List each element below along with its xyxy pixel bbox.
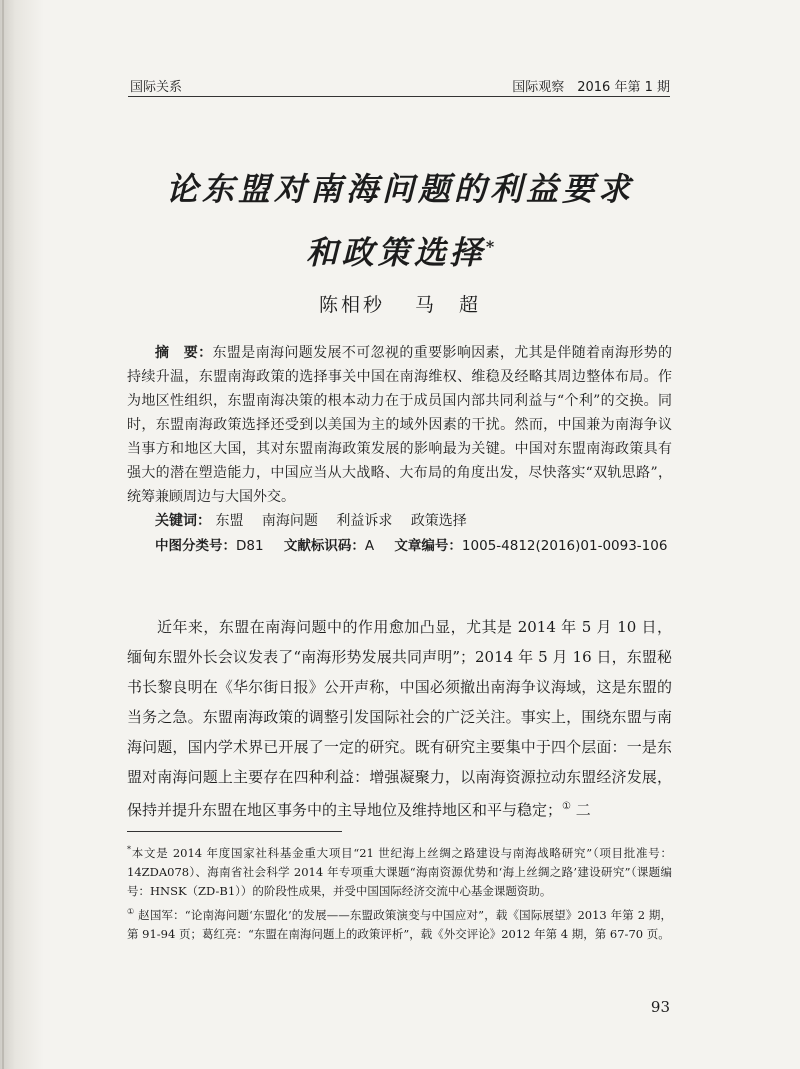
header-section: 国际关系: [130, 80, 183, 95]
body-paragraph: [127, 612, 672, 825]
funding-footnote: [127, 840, 672, 901]
keywords-line: [155, 511, 675, 531]
title-line-1: 论东盟对南海问题的利益要求: [165, 170, 634, 208]
author-1: 陈相秒: [318, 294, 385, 316]
article-title: [130, 160, 670, 282]
footnote-ref: ①: [562, 801, 571, 812]
author-line: [130, 290, 670, 317]
header-rule: [128, 96, 670, 97]
doc-code-value: A: [364, 538, 375, 554]
footnote-1-mark: ①: [127, 906, 135, 916]
article-number-label: 文章编号：: [394, 538, 462, 554]
classification-line: [155, 536, 675, 556]
abstract: [127, 341, 672, 509]
footnote-1-text: 赵国军：“论南海问题‘东盟化’的发展——东盟政策演变与中国应对”，载《国际展望》2013 年第 2 期，第 91-94 页；葛红亮：“东盟在南海问题上的政策评析”，载《外交评论》2012 年第 4 期，第 67-70 页。: [127, 907, 673, 941]
body-paragraph-text: 近年来，东盟在南海问题中的作用愈加凸显，尤其是 2014 年 5 月 10 日，缅甸东盟外长会议发表了“南海形势发展共同声明”；2014 年 5 月 16 日，东盟秘书长黎良明在《华尔街日报》公开声称，中国必须撤出南海争议海域，这是东盟的当务之急。东盟南海政策的调整引发国际社会的广泛关注。事实上，围绕东盟与南海问题，国内学术界已开展了一定的研究。既有研究主要集中于四个层面：一是东盟对南海问题上主要存在四种利益：增强凝聚力，以南海资源拉动东盟经济发展，保持并提升东盟在地区事务中的主导地位及维持地区和平与稳定；: [127, 618, 672, 819]
running-header: [130, 76, 670, 96]
footnote-1: [127, 902, 672, 944]
abstract-text: 东盟是南海问题发展不可忽视的重要影响因素，尤其是伴随着南海形势的持续升温，东盟南海政策的选择事关中国在南海维权、维稳及经略其周边整体布局。作为地区性组织，东盟南海决策的根本动力在于成员国内部共同利益与“个利”的交换。同时，东盟南海政策选择还受到以美国为主的域外因素的干扰。然而，中国兼为南海争议当事方和地区大国，其对东盟南海政策发展的影响最为关键。中国对东盟南海政策具有强大的潜在塑造能力，中国应当从大战略、大布局的角度出发，尽快落实“双轨思路”，统筹兼顾周边与大国外交。: [127, 345, 673, 505]
title-line-2-text: 和政策选择: [305, 233, 486, 272]
keywords-label: 关键词：: [155, 513, 211, 529]
clc-value: D81: [236, 538, 264, 554]
clc-label: 中图分类号：: [155, 538, 236, 554]
keyword: 利益诉求: [336, 513, 393, 529]
title-footnote-mark: *: [485, 237, 495, 256]
footnote-rule: [127, 831, 342, 832]
keyword: 东盟: [215, 513, 244, 529]
keyword: 南海问题: [261, 513, 318, 529]
author-2: 马 超: [415, 294, 482, 316]
abstract-label: 摘 要：: [155, 345, 213, 361]
page-number: 93: [650, 998, 670, 1016]
keyword: 政策选择: [410, 513, 467, 529]
header-journal-issue: 国际观察 2016 年第 1 期: [512, 80, 670, 95]
funding-footnote-mark: *: [127, 845, 131, 854]
footnotes: [127, 840, 672, 945]
article-number-value: 1005-4812(2016)01-0093-106: [461, 538, 668, 554]
funding-footnote-text: 本文是 2014 年度国家社科基金重大项目“21 世纪海上丝绸之路建设与南海战略研究”（项目批准号：14ZDA078）、海南省社会科学 2014 年专项重大课题“海南资源优势和‘海上丝绸之路’建设研究”（课题编号：HNSK（ZD-B1））的阶段性成果，并受中国国际经济交流中心基金课题资助。: [127, 845, 672, 898]
title-line-2: [130, 218, 670, 282]
body-paragraph-tail: 二: [570, 801, 591, 819]
doc-code-label: 文献标识码：: [283, 538, 365, 554]
